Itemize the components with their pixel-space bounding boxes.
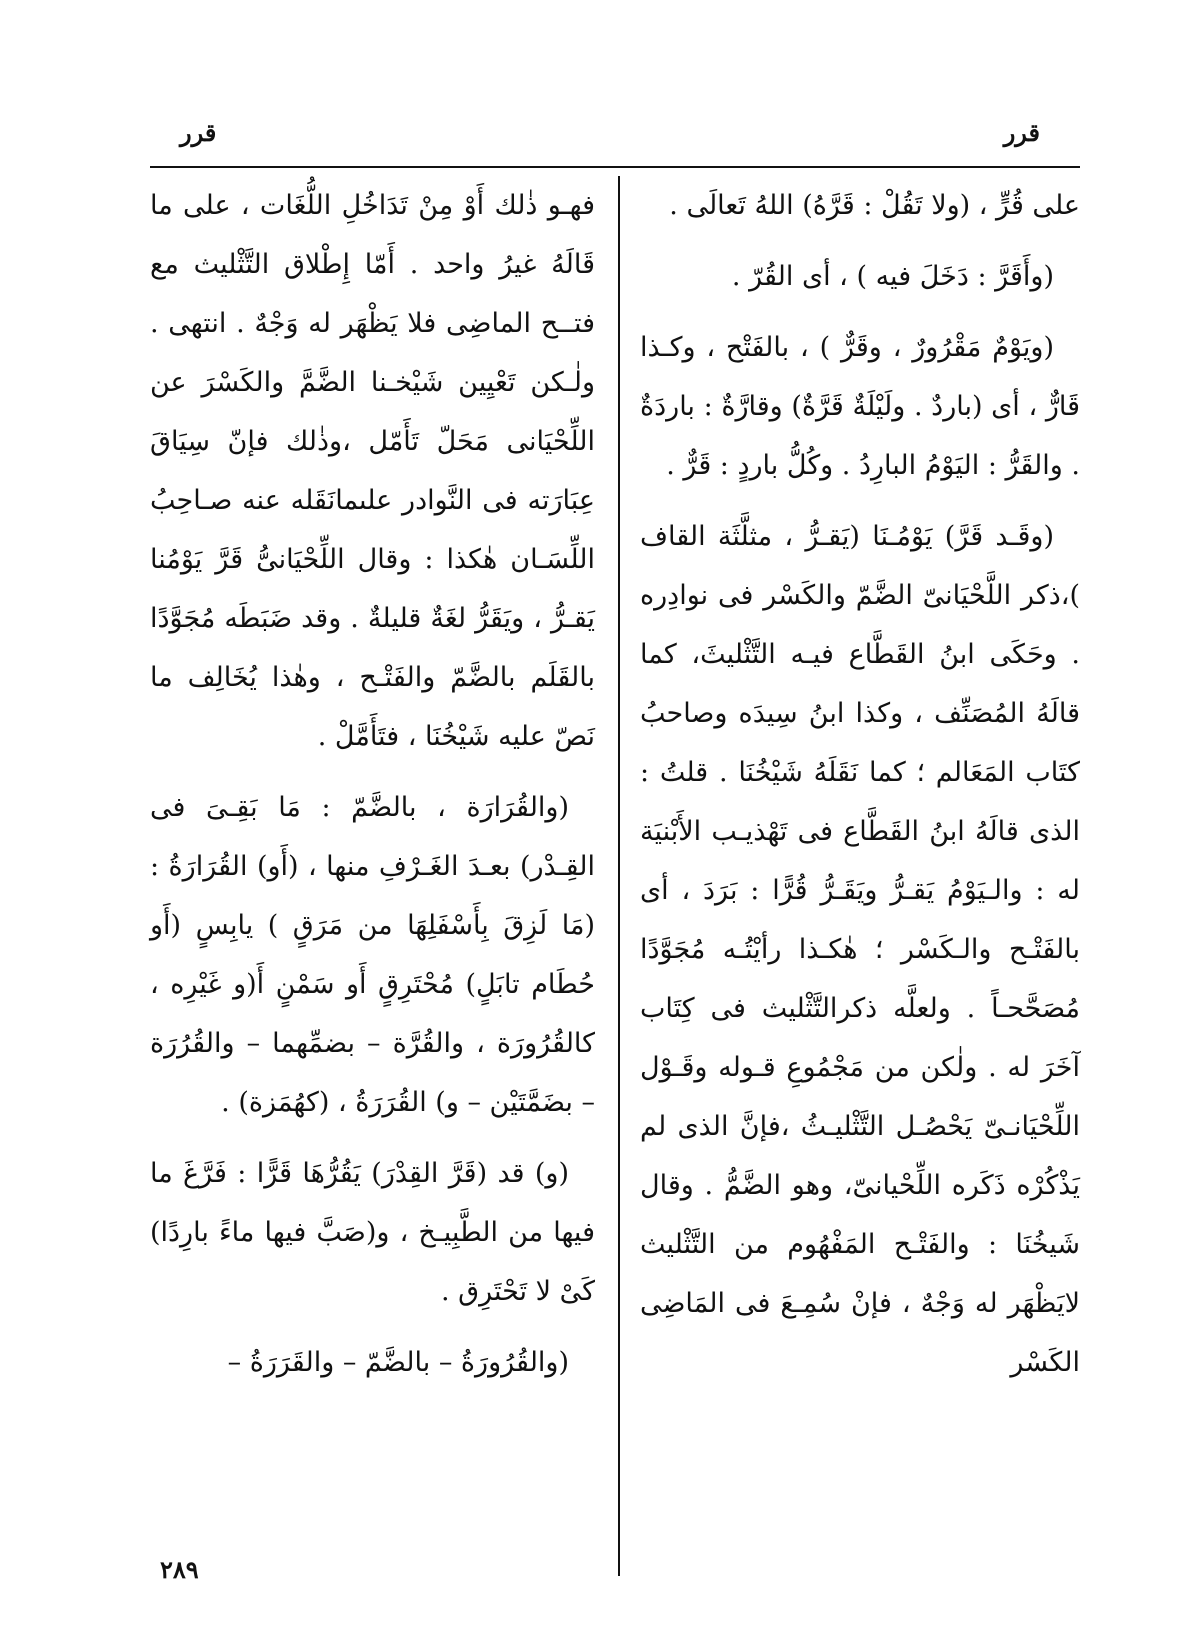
paragraph: (وقَـد قَرَّ) يَوْمُـنَا (يَقـرُّ ، مثلَّثَة القاف )،ذكر اللَّحْيَانىّ الضَّمّ والكَسْر فى نوادِره . وحَكَى ابنُ القَطَّاع فيـه التَّثْليثَ، كما قالَهُ المُصَنِّف ، وكذا ابنُ سِيدَه وصاحبُ كتَاب المَعَالم ؛ كما نَقَلَهُ شَيْخُنَا . قلتُ : الذى قالَهُ ابنُ القَطَّاع فى تَهْذيـب الأَبْنيَة له : والـيَوْمُ يَقـرُّ ويَقَـرُّ قُرًّا : بَرَدَ ، أى بالفَتْـح والـكَسْر ؛ هٰكـذا رأيْتُـه مُجَوَّدًا مُصَحَّحـاً . ولعلَّه ذكرالتَّثْليث فى كِتَاب آخَرَ له . ولٰكن من مَجْمُوعِ قـوله وقَـوْل اللِّحْيَانـىّ يَحْصُـل التَّثْليـثُ ،فإنَّ الذى لم يَذْكُرْه ذَكَره اللِّحْيانىّ، وهو الضَّمُّ . وقال شَيخُنَا : والفَتْـح المَفْهُوم من التَّثْليث لايَظْهَر له وَجْهٌ ، فإنْ سُمِـعَ فى المَاضِى الكَسْر <box>640 521 1080 1378</box>
header-rule <box>150 166 1080 168</box>
page-header <box>150 108 1080 158</box>
paragraph: على قُرٍّ ، (ولا تَقُلْ : قَرَّهُ) اللهُ تَعالَى . <box>669 190 1080 221</box>
paragraph: (والقُرَارَة ، بالضَّمّ : مَا بَقِـىَ فى القِـدْر) بعـدَ الغَـرْفِ منها ، (أَو) القُرَارَةُ : (مَا لَزِقَ بِأَسْفَلِهَا من مَرَقٍ ) يابِسٍ (أَو حُطَام تابَلٍ) مُحْتَرِقٍ أَو سَمْنٍ أَ(و غَيْرِه ، كالقُرُورَة ، والقُرَّة – بضمِّهما – والقُرُرَة – بضَمَّتَيْن – و) القُرَرَةُ ، (كهُمَزة) . <box>150 792 595 1118</box>
paragraph: (ويَوْمٌ مَقْرُورٌ ، وقَرٌّ ) ، بالفَتْح ، وكـذا قَارٌّ ، أى (باردٌ . ولَيْلَةٌ قَرَّةٌ) وقارَّةٌ : باردَةٌ . والقَرُّ : اليَوْمُ البارِدُ . وكُلُّ باردٍ : قَرٌّ . <box>640 332 1080 481</box>
paragraph: فهـو ذٰلك أَوْ مِنْ تَدَاخُلِ اللُّغَات ، على ما قَالَهُ غيرُ واحد . أَمّا إِطْلاق التَّثْليث مع فتــح الماضِى فلا يَظْهَر له وَجْهٌ . انتهى . ولٰـكن تَعْيِين شَيْخـنا الضَّمَّ والكَسْرَ عن اللِّحْيَانى مَحَلّ تَأَمّل ،وذٰلك فإنّ سِيَاقَ عِبَارَته فى النَّوادر علىمانَقَله عنه صـاحِبُ اللِّسَـان هٰكذا : وقال اللِّحْيَانىُّ قَرَّ يَوْمُنا يَقـرُّ ، ويَقَرُّ لغَةٌ قليلةٌ . وقد ضَبَطَه مُجَوَّدًا بالقَلَم بالضَّمّ والفَتْـح ، وهٰذا يُخَالِف ما نَصّ عليه شَيْخُنَا ، فتَأَمَّلْ . <box>150 190 595 752</box>
paragraph: (والقُرُورَةُ – بالضَّمّ – والقَرَرَةُ – <box>227 1347 569 1378</box>
page-number: ٢٨٩ <box>160 1555 199 1584</box>
running-head-right: قرر <box>1003 118 1040 147</box>
paragraph: (وأَقَرَّ : دَخَلَ فيه ) ، أى القُرّ . <box>731 261 1054 292</box>
right-column <box>640 176 1080 1404</box>
running-head-left: قرر <box>180 118 217 147</box>
left-column <box>150 176 595 1404</box>
column-divider <box>618 176 620 1576</box>
paragraph: (و) قد (قَرَّ القِدْرَ) يَقُرُّهَا قَرًّا : فَرَّغَ ما فيها من الطَّبِيـخ ، و(صَبَّ فيها ماءً بارِدًا) كَىْ لا تَحْتَرِق . <box>150 1158 595 1307</box>
